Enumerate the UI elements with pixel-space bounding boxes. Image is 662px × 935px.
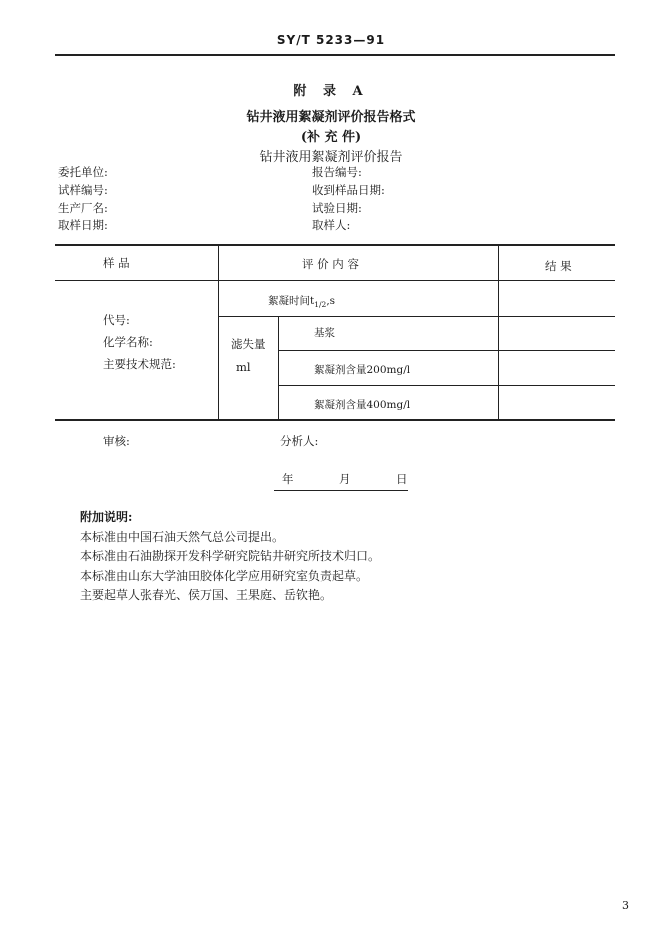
client-unit-label: 委托单位:	[58, 165, 108, 179]
sample-number-label: 试样编号:	[58, 183, 108, 197]
appendix-title: 附 录 A	[293, 84, 369, 99]
flocculation-time-label	[268, 293, 335, 309]
flocculant-200-row: 絮凝剂含量200mg/l	[314, 364, 411, 376]
note-line-3: 本标准由山东大学油田胶体化学应用研究室负责起草。	[80, 569, 369, 583]
note-line-1: 本标准由中国石油天然气总公司提出。	[80, 530, 285, 544]
result-column-header: 结 果	[545, 259, 572, 273]
table-top-rule	[55, 244, 615, 246]
content-column-header: 评 价 内 容	[302, 257, 359, 271]
supplement-label: (补 充 件)	[300, 130, 362, 145]
notes-heading: 附加说明:	[80, 510, 133, 524]
sample-column-header: 样 品	[103, 256, 130, 270]
month-label: 月	[339, 472, 351, 486]
table-bottom-rule	[55, 419, 615, 421]
header-rule	[55, 54, 615, 56]
standard-code: SY/T 5233—91	[276, 33, 386, 47]
dose200-rule	[278, 385, 615, 386]
date-underline	[274, 490, 408, 491]
result-column-divider	[498, 244, 499, 419]
format-title: 钻井液用絮凝剂评价报告格式	[246, 110, 416, 125]
table-header-rule	[55, 280, 615, 281]
tech-spec-label: 主要技术规范:	[103, 357, 176, 371]
received-date-label: 收到样品日期:	[312, 183, 385, 197]
day-label: 日	[396, 472, 408, 486]
sample-column-divider	[218, 244, 219, 419]
flocculation-time-unit: ,s	[326, 295, 336, 307]
page-number: 3	[622, 899, 629, 912]
sampler-label: 取样人:	[312, 218, 351, 232]
report-number-label: 报告编号:	[312, 165, 362, 179]
test-date-label: 试验日期:	[312, 201, 362, 215]
filtrate-loss-unit: ml	[236, 360, 251, 374]
filtrate-loss-label: 滤失量	[231, 337, 266, 351]
analyst-label: 分析人:	[280, 434, 319, 448]
note-line-2: 本标准由石油勘探开发科学研究院钻井研究所技术归口。	[80, 549, 381, 563]
report-title: 钻井液用絮凝剂评价报告	[259, 150, 403, 165]
flocculant-400-row: 絮凝剂含量400mg/l	[314, 399, 411, 411]
flocculation-time-text: 絮凝时间t	[268, 295, 315, 307]
sample-code-label: 代号:	[103, 313, 130, 327]
manufacturer-label: 生产厂名:	[58, 201, 108, 215]
reviewer-label: 审核:	[103, 434, 130, 448]
note-line-4: 主要起草人张春光、侯万国、王果庭、岳钦艳。	[80, 588, 333, 602]
base-slurry-rule	[278, 350, 615, 351]
filtrate-label-divider	[278, 316, 279, 419]
base-slurry-row: 基浆	[314, 327, 335, 339]
sampling-date-label: 取样日期:	[58, 218, 108, 232]
chemical-name-label: 化学名称:	[103, 335, 153, 349]
year-label: 年	[282, 472, 294, 486]
flocculation-time-subscript: 1/2	[314, 300, 327, 310]
